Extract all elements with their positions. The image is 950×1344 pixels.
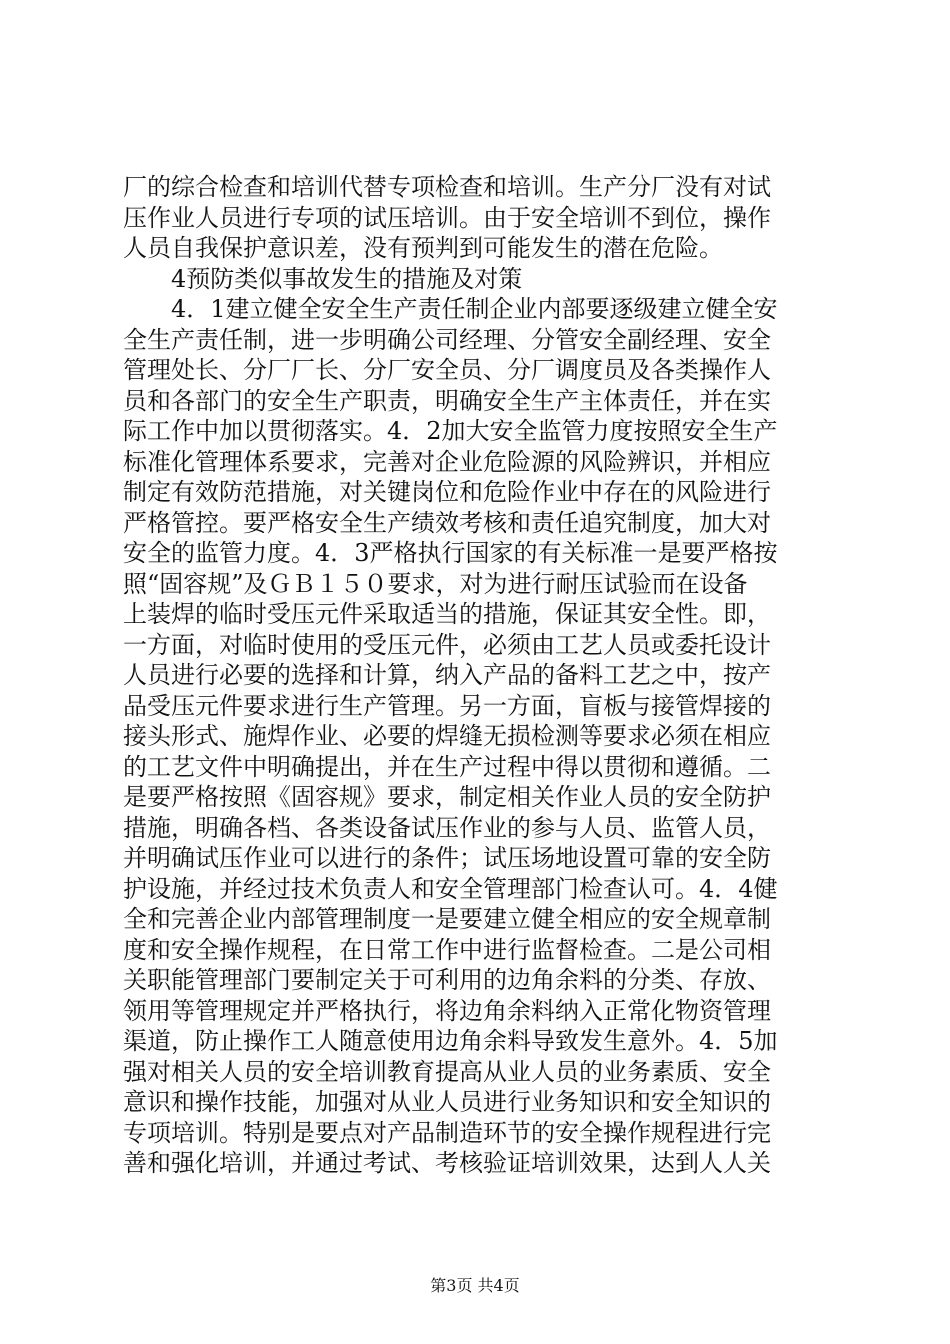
text-line: 人员自我保护意识差，没有预判到可能发生的潜在危险。 <box>123 234 723 262</box>
text-line: 全和完善企业内部管理制度一是要建立健全相应的安全规章制 <box>123 905 771 933</box>
text-line: 品受压元件要求进行生产管理。另一方面，盲板与接管焊接的 <box>123 691 771 720</box>
text-line: 严格管控。要严格安全生产绩效考核和责任追究制度，加大对 <box>123 508 771 537</box>
text-line: 强对相关人员的安全培训教育提高从业人员的业务素质、安全 <box>123 1057 771 1086</box>
text-line: 度和安全操作规程，在日常工作中进行监督检查。二是公司相 <box>123 935 771 964</box>
section-heading: 4预防类似事故发生的措施及对策 <box>171 264 523 293</box>
text-line: 员和各部门的安全生产职责，明确安全生产主体责任，并在实 <box>123 386 771 415</box>
text-line: 压作业人员进行专项的试压培训。由于安全培训不到位，操作 <box>123 203 771 232</box>
text-line: 专项培训。特别是要点对产品制造环节的安全操作规程进行完 <box>123 1118 771 1147</box>
text-line: 渠道，防止操作工人随意使用边角余料导致发生意外。4．5加 <box>123 1027 778 1055</box>
text-line: 制定有效防范措施，对关键岗位和危险作业中存在的风险进行 <box>123 478 771 506</box>
text-line: 关职能管理部门要制定关于可利用的边角余料的分类、存放、 <box>123 966 771 994</box>
text-line: 护设施，并经过技术负责人和安全管理部门检查认可。4．4健 <box>123 874 778 903</box>
text-line: 领用等管理规定并严格执行，将边角余料纳入正常化物资管理 <box>123 996 771 1025</box>
page-footer: 第3页 共4页 <box>430 1276 520 1295</box>
text-line: 意识和操作技能，加强对从业人员进行业务知识和安全知识的 <box>123 1088 771 1116</box>
text-line: 上装焊的临时受压元件采取适当的措施，保证其安全性。即， <box>123 600 771 628</box>
text-line: 照“固容规”及ＧＢ１５０要求，对为进行耐压试验而在设备 <box>123 569 748 598</box>
text-line: 安全的监管力度。4．3严格执行国家的有关标准一是要严格按 <box>123 539 778 567</box>
text-line: 际工作中加以贯彻落实。4．2加大安全监管力度按照安全生产 <box>123 417 778 445</box>
document-body <box>123 172 828 1179</box>
text-line: 的工艺文件中明确提出，并在生产过程中得以贯彻和遵循。二 <box>123 752 771 781</box>
text-line: 管理处长、分厂厂长、分厂安全员、分厂调度员及各类操作人 <box>123 356 771 384</box>
text-line: 接头形式、施焊作业、必要的焊缝无损检测等要求必须在相应 <box>123 722 771 750</box>
text-line: 4．1建立健全安全生产责任制企业内部要逐级建立健全安 <box>171 295 778 323</box>
text-line: 全生产责任制，进一步明确公司经理、分管安全副经理、安全 <box>123 325 771 354</box>
text-line: 厂的综合检查和培训代替专项检查和培训。生产分厂没有对试 <box>123 173 771 201</box>
text-line: 并明确试压作业可以进行的条件；试压场地设置可靠的安全防 <box>123 844 771 872</box>
text-line: 善和强化培训，并通过考试、考核验证培训效果，达到人人关 <box>123 1149 771 1177</box>
text-line: 措施，明确各档、各类设备试压作业的参与人员、监管人员， <box>123 813 771 842</box>
text-line: 人员进行必要的选择和计算，纳入产品的备料工艺之中，按产 <box>123 661 771 689</box>
text-line: 是要严格按照《固容规》要求，制定相关作业人员的安全防护 <box>123 783 771 811</box>
text-line: 一方面，对临时使用的受压元件，必须由工艺人员或委托设计 <box>123 630 771 659</box>
text-line: 标准化管理体系要求，完善对企业危险源的风险辨识，并相应 <box>123 447 771 476</box>
